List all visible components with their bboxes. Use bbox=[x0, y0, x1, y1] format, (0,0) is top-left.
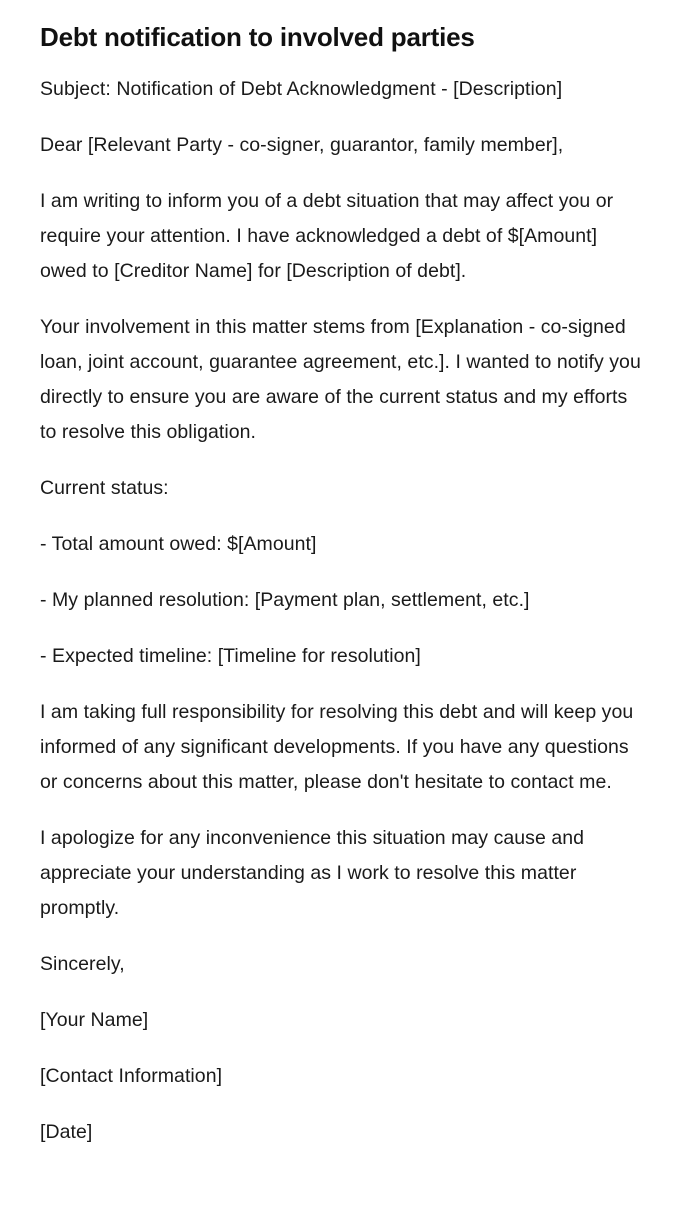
subject-line: Subject: Notification of Debt Acknowledgment - [Description] bbox=[40, 78, 563, 100]
page-title: Debt notification to involved parties bbox=[40, 22, 475, 52]
status-expected-timeline: - Expected timeline: [Timeline for resolution] bbox=[40, 645, 421, 667]
signature-contact: [Contact Information] bbox=[40, 1065, 223, 1087]
involvement-paragraph: Your involvement in this matter stems from [Explanation - co-signed loan, joint account, guarantee agreement, etc.]. I wanted to notify you directly to ensure you are aware of the current status and my efforts to resolve this obligation. bbox=[40, 316, 641, 443]
signature-date: [Date] bbox=[40, 1121, 93, 1143]
apology-paragraph: I apologize for any inconvenience this situation may cause and appreciate your understanding as I work to resolve this matter promptly. bbox=[40, 827, 585, 919]
closing: Sincerely, bbox=[40, 953, 125, 975]
salutation: Dear [Relevant Party - co-signer, guarantor, family member], bbox=[40, 134, 564, 156]
responsibility-paragraph: I am taking full responsibility for resolving this debt and will keep you informed of any significant developments. If you have any questions or concerns about this matter, please don't hesitate to contact me. bbox=[40, 701, 634, 793]
intro-paragraph: I am writing to inform you of a debt situation that may affect you or require your attention. I have acknowledged a debt of $[Amount] owed to [Creditor Name] for [Description of debt]. bbox=[40, 190, 614, 282]
status-planned-resolution: - My planned resolution: [Payment plan, settlement, etc.] bbox=[40, 589, 530, 611]
letter-body bbox=[40, 72, 660, 1150]
status-total-amount: - Total amount owed: $[Amount] bbox=[40, 533, 317, 555]
signature-name: [Your Name] bbox=[40, 1009, 149, 1031]
current-status-heading: Current status: bbox=[40, 477, 169, 499]
